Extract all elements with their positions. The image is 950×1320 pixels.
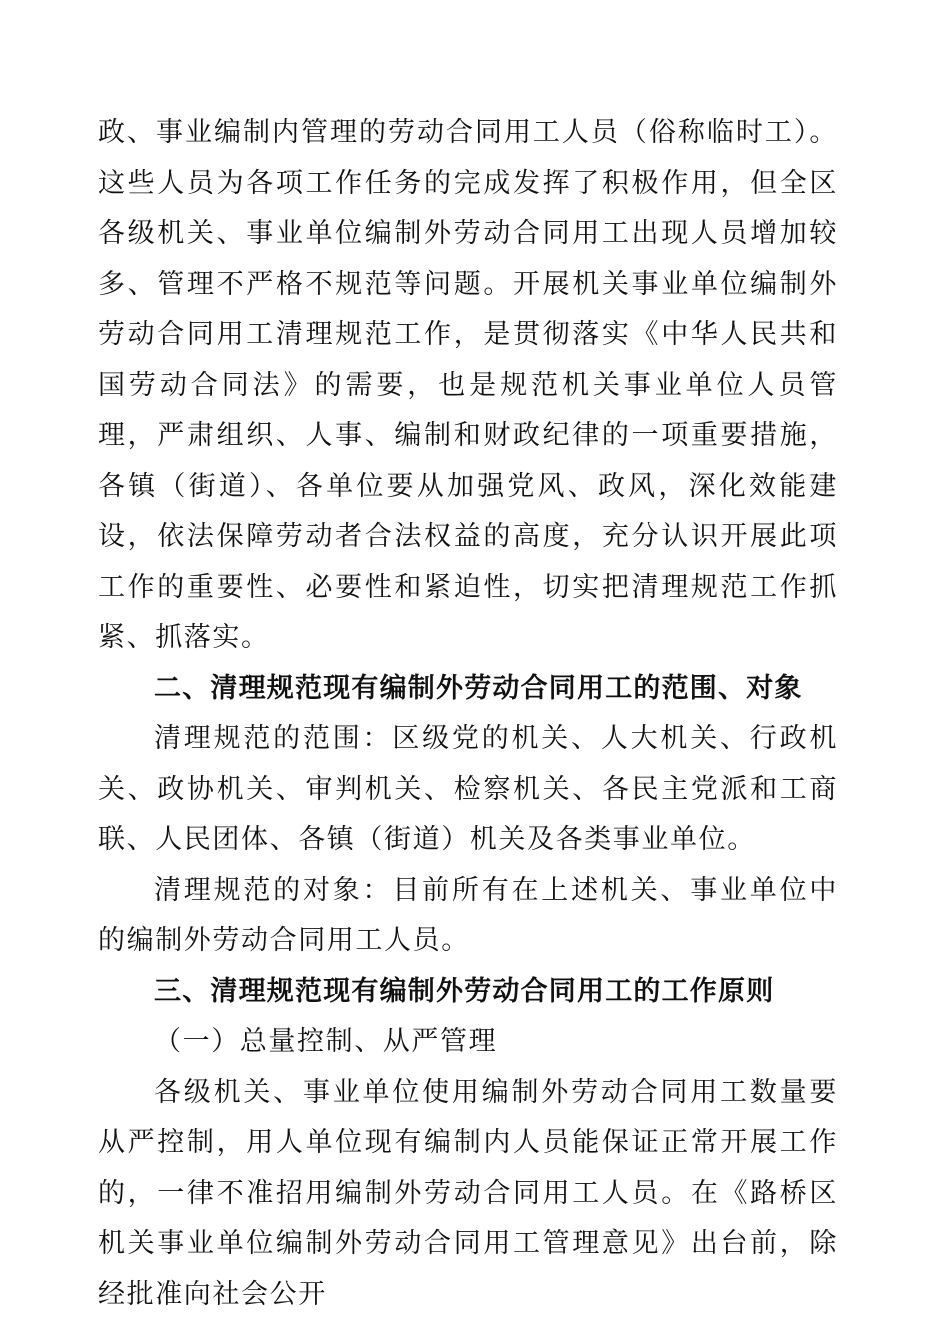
document-body — [98, 108, 838, 1320]
paragraph-total-control: 各级机关、事业单位使用编制外劳动合同用工数量要从严控制，用人单位现有编制内人员能保证正常开展工作的，一律不准招用编制外劳动合同用工人员。在《路桥区机关事业单位编制外劳动合同用工管理意见》出台前，除经批准向社会公开 — [98, 1068, 838, 1320]
paragraph-scope: 清理规范的范围：区级党的机关、人大机关、行政机关、政协机关、审判机关、检察机关、各民主党派和工商联、人民团体、各镇（街道）机关及各类事业单位。 — [98, 714, 838, 866]
section-heading-principles: 三、清理规范现有编制外劳动合同用工的工作原则 — [98, 967, 838, 1018]
paragraph-target: 清理规范的对象：目前所有在上述机关、事业单位中的编制外劳动合同用工人员。 — [98, 866, 838, 967]
subsection-heading-total-control: （一）总量控制、从严管理 — [98, 1017, 838, 1068]
paragraph-continuation: 政、事业编制内管理的劳动合同用工人员（俗称临时工）。这些人员为各项工作任务的完成发挥了积极作用，但全区各级机关、事业单位编制外劳动合同用工出现人员增加较多、管理不严格不规范等问题。开展机关事业单位编制外劳动合同用工清理规范工作，是贯彻落实《中华人民共和国劳动合同法》的需要，也是规范机关事业单位人员管理，严肃组织、人事、编制和财政纪律的一项重要措施，各镇（街道）、各单位要从加强党风、政风，深化效能建设，依法保障劳动者合法权益的高度，充分认识开展此项工作的重要性、必要性和紧迫性，切实把清理规范工作抓紧、抓落实。 — [98, 108, 838, 664]
section-heading-scope: 二、清理规范现有编制外劳动合同用工的范围、对象 — [98, 664, 838, 715]
